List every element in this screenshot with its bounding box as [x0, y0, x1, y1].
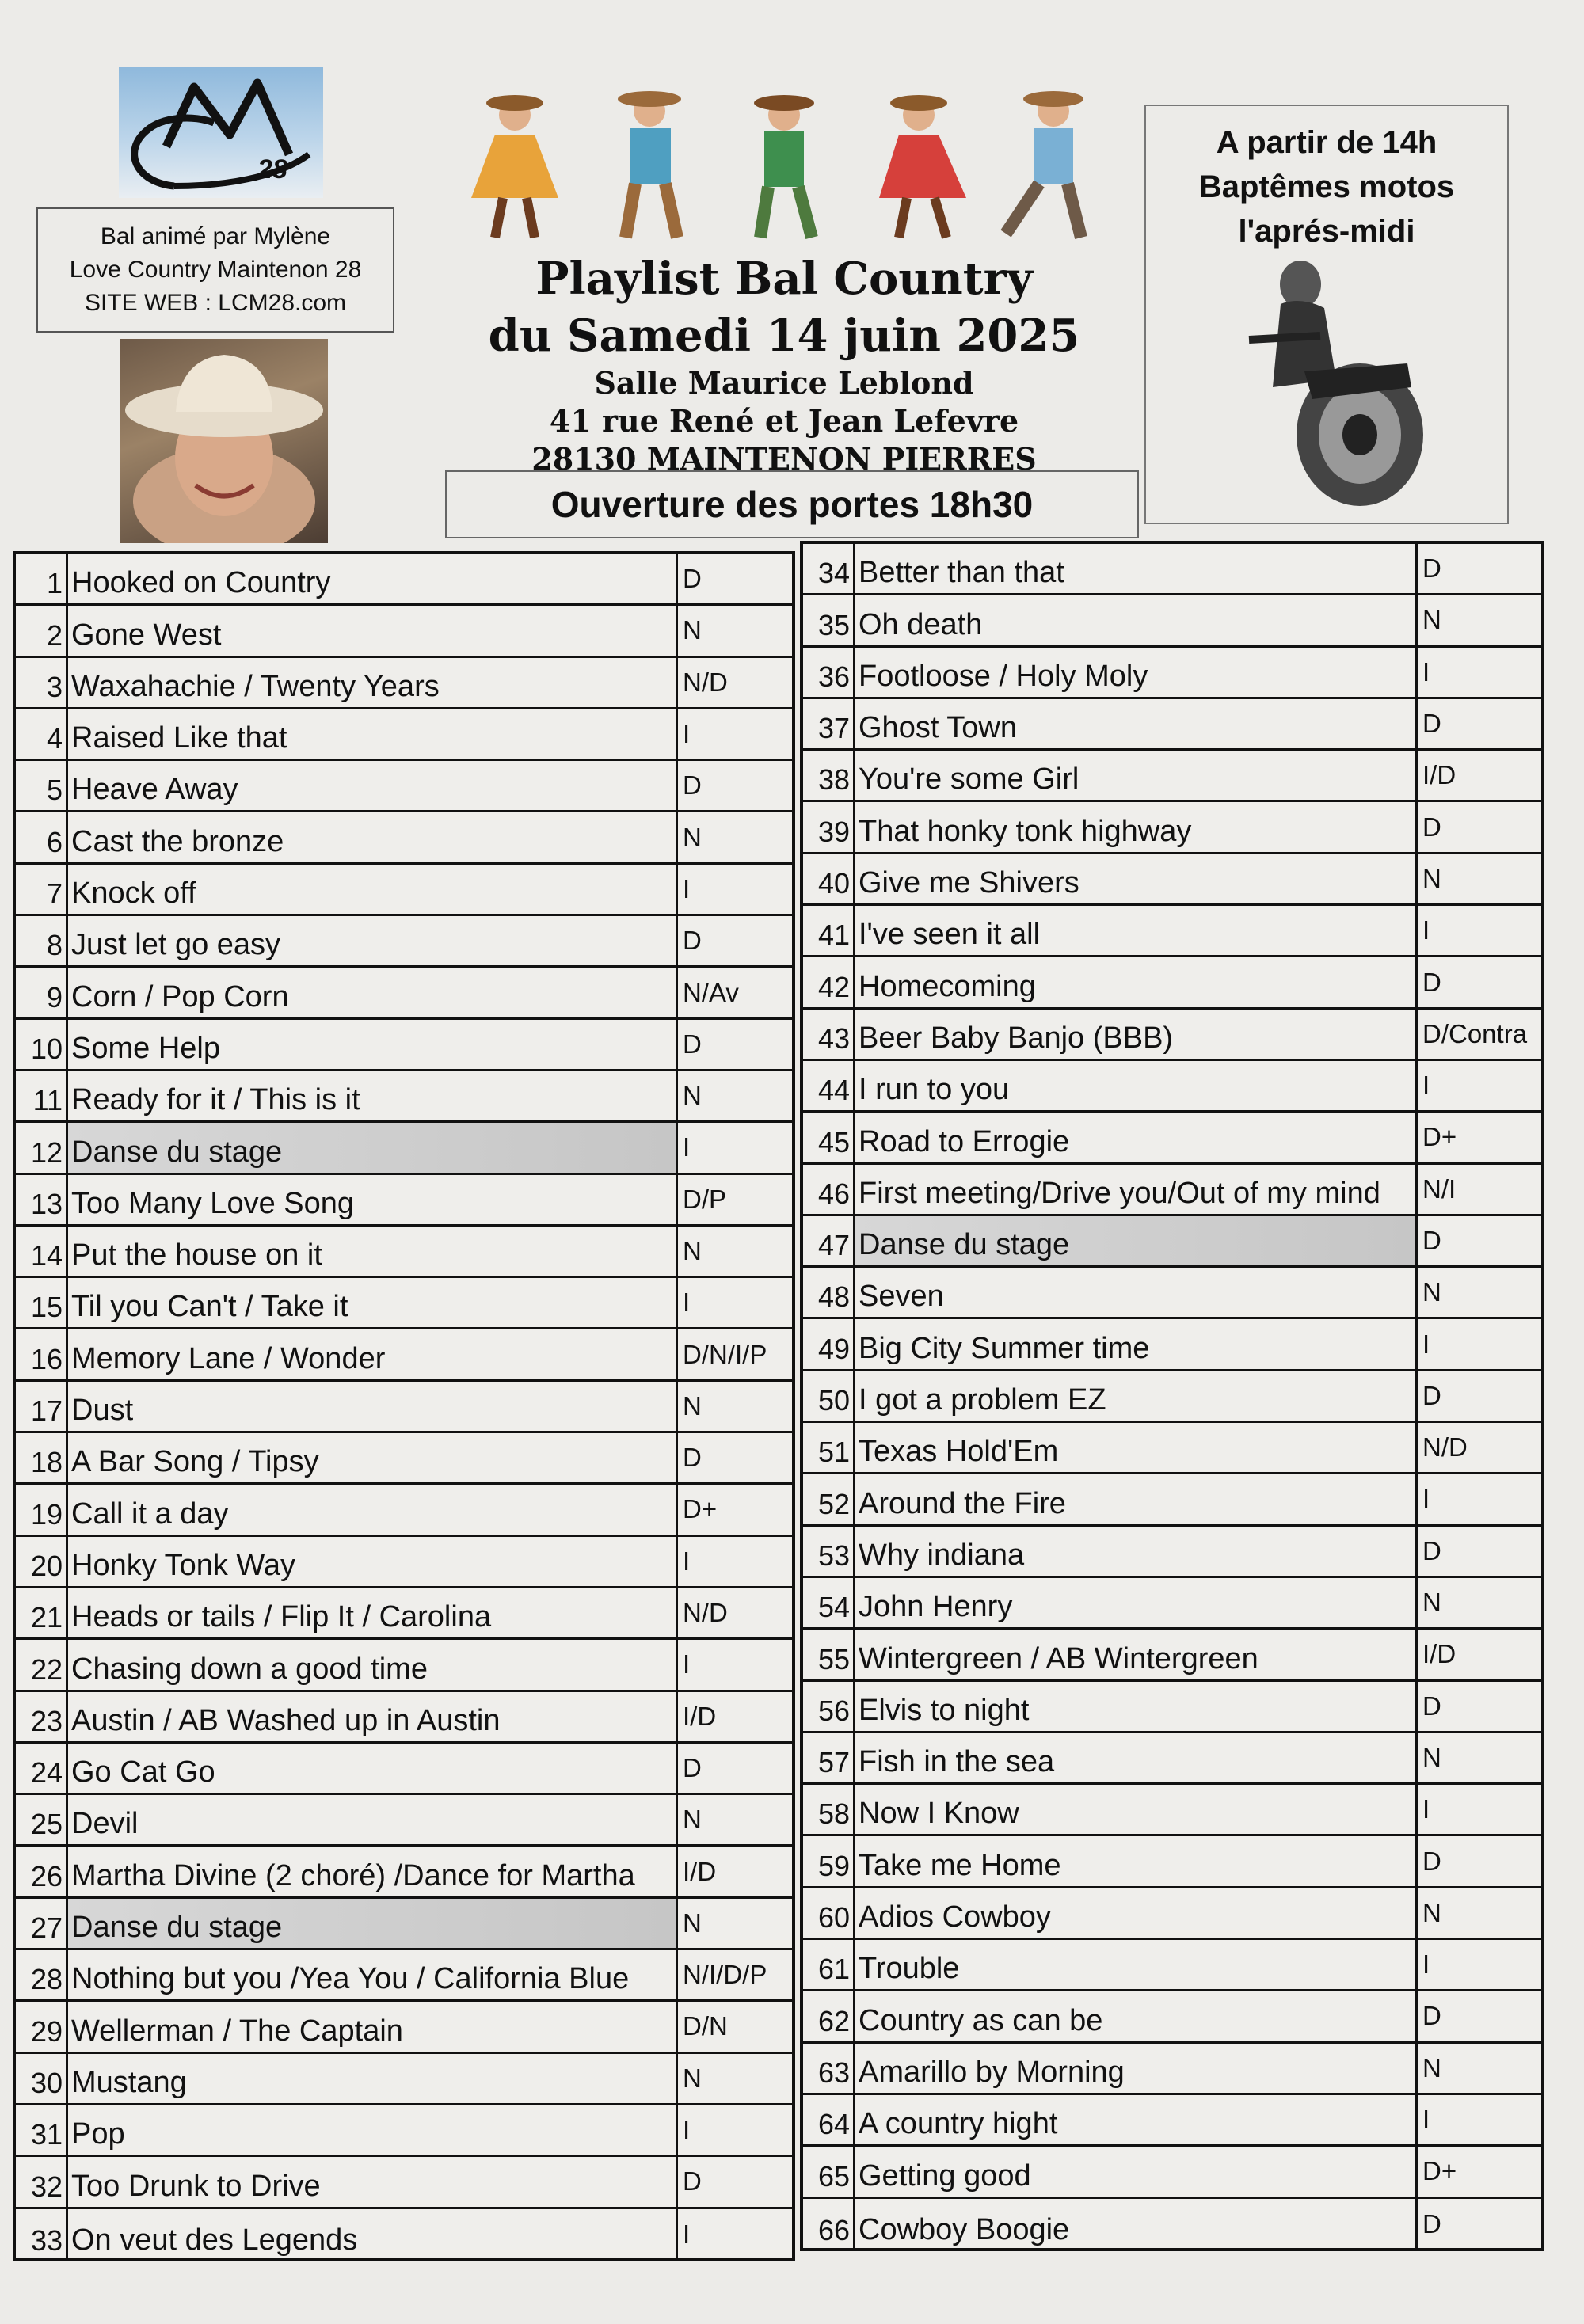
table-row: [16, 1588, 792, 1640]
dance-level: D: [1422, 709, 1441, 739]
table-row: [16, 1123, 792, 1174]
dance-level: N: [1422, 605, 1441, 635]
table-row: [16, 1175, 792, 1227]
song-title: That honky tonk highway: [855, 802, 1418, 851]
song-title: Knock off: [68, 865, 678, 914]
song-title: Elvis to night: [855, 1682, 1418, 1731]
track-number: 32: [16, 2157, 68, 2206]
song-title: Better than that: [855, 544, 1418, 593]
song-title: Getting good: [855, 2147, 1418, 2196]
track-number: 35: [803, 595, 855, 645]
logo-emblem-icon: [119, 67, 323, 198]
song-title: John Henry: [855, 1578, 1418, 1627]
song-title: First meeting/Drive you/Out of my mind: [855, 1165, 1418, 1214]
dance-level: N/D: [683, 667, 728, 697]
table-row: [803, 1165, 1541, 1216]
song-title: Devil: [68, 1795, 678, 1844]
dance-level: N: [683, 1908, 702, 1938]
song-title: Put the house on it: [68, 1227, 678, 1276]
table-row: [16, 1537, 792, 1588]
song-title: Wintergreen / AB Wintergreen: [855, 1630, 1418, 1679]
dance-level: I: [1422, 915, 1430, 945]
dance-level: N: [1422, 2052, 1441, 2082]
table-row: [16, 1329, 792, 1381]
info-line: Love Country Maintenon 28: [69, 257, 362, 283]
logo-number: 28: [257, 154, 287, 184]
dance-level: N: [1422, 863, 1441, 893]
table-row: [803, 1319, 1541, 1371]
track-number: 31: [16, 2105, 68, 2155]
table-row: [16, 1433, 792, 1485]
track-number: 54: [803, 1578, 855, 1627]
dance-level: I: [683, 2219, 691, 2250]
table-row: [803, 1785, 1541, 1836]
dance-level: I: [683, 873, 691, 903]
track-number: 21: [16, 1588, 68, 1637]
song-title: Texas Hold'Em: [855, 1423, 1418, 1472]
track-number: 4: [16, 709, 68, 759]
dance-level: D: [683, 1443, 702, 1473]
song-title: Adios Cowboy: [855, 1888, 1418, 1938]
track-number: 6: [16, 812, 68, 862]
song-title: I run to you: [855, 1061, 1418, 1110]
track-number: 45: [803, 1113, 855, 1162]
song-title: I got a problem EZ: [855, 1371, 1418, 1421]
song-title: On veut des Legends: [68, 2209, 678, 2261]
song-title: Hooked on Country: [68, 554, 678, 603]
table-row: [16, 2054, 792, 2105]
table-row: [16, 1382, 792, 1433]
dance-level: N/D: [1422, 1432, 1468, 1462]
song-title: Memory Lane / Wonder: [68, 1329, 678, 1379]
track-number: 5: [16, 761, 68, 810]
dance-level: D/P: [683, 1184, 727, 1214]
dance-level: I: [683, 1288, 691, 1318]
track-number: 38: [803, 751, 855, 800]
dance-level: D: [1422, 1226, 1441, 1255]
song-title: Big City Summer time: [855, 1319, 1418, 1368]
dance-level: N: [1422, 1742, 1441, 1772]
song-title: Wellerman / The Captain: [68, 2002, 678, 2051]
table-row: [16, 865, 792, 916]
table-row: [803, 544, 1541, 595]
track-number: 18: [16, 1433, 68, 1482]
track-number: 28: [16, 1950, 68, 1999]
dance-level: I: [683, 1132, 691, 1162]
table-row: [803, 1888, 1541, 1940]
track-number: 20: [16, 1537, 68, 1586]
dance-level: I: [683, 2115, 691, 2145]
table-row: [16, 1692, 792, 1744]
table-row: [803, 699, 1541, 751]
table-row: [16, 916, 792, 968]
dance-level: I/D: [1422, 760, 1456, 790]
dancers-illustration: [451, 79, 1117, 245]
table-row: [803, 802, 1541, 854]
dance-level: I: [683, 1649, 691, 1679]
track-number: 36: [803, 648, 855, 697]
dance-level: D: [683, 770, 702, 801]
song-title: Nothing but you /Yea You / California Blue: [68, 1950, 678, 1999]
track-number: 41: [803, 906, 855, 955]
track-number: 62: [803, 1991, 855, 2041]
dance-level: I/D: [1422, 1639, 1456, 1669]
track-number: 26: [16, 1847, 68, 1896]
track-number: 34: [803, 544, 855, 593]
info-line: SITE WEB : LCM28.com: [84, 290, 347, 316]
track-number: 40: [803, 854, 855, 903]
song-title: Heave Away: [68, 761, 678, 810]
song-title: Now I Know: [855, 1785, 1418, 1834]
track-number: 50: [803, 1371, 855, 1421]
track-number: 65: [803, 2147, 855, 2196]
track-number: 46: [803, 1165, 855, 1214]
track-number: 7: [16, 865, 68, 914]
table-row: [16, 1227, 792, 1278]
table-row: [16, 2002, 792, 2053]
track-number: 39: [803, 802, 855, 851]
table-row: [803, 1010, 1541, 1061]
table-row: [803, 1527, 1541, 1578]
table-row: [16, 1795, 792, 1847]
track-number: 11: [16, 1071, 68, 1120]
song-title: Too Drunk to Drive: [68, 2157, 678, 2206]
table-row: [803, 751, 1541, 802]
dance-level: N: [683, 1081, 702, 1111]
song-title: A country hight: [855, 2095, 1418, 2144]
dance-level: D: [683, 926, 702, 956]
dance-level: N: [1422, 1277, 1441, 1307]
song-title: Oh death: [855, 595, 1418, 645]
lcm28-logo: [119, 67, 323, 198]
dance-level: N/D: [683, 1598, 728, 1628]
song-title: Danse du stage: [68, 1899, 678, 1948]
track-number: 64: [803, 2095, 855, 2144]
table-row: [803, 2044, 1541, 2095]
dance-level: D: [1422, 812, 1441, 842]
track-number: 12: [16, 1123, 68, 1172]
table-row: [16, 2157, 792, 2208]
track-number: 56: [803, 1682, 855, 1731]
venue-city: 28130 MAINTENON PIERRES: [531, 441, 1037, 477]
table-row: [16, 812, 792, 864]
table-row: [16, 606, 792, 657]
host-photo: [120, 339, 328, 543]
song-title: Raised Like that: [68, 709, 678, 759]
table-row: [803, 1578, 1541, 1630]
table-row: [16, 554, 792, 606]
song-title: Gone West: [68, 606, 678, 655]
track-number: 58: [803, 1785, 855, 1834]
dance-level: I: [1422, 1071, 1430, 1101]
track-number: 25: [16, 1795, 68, 1844]
track-number: 37: [803, 699, 855, 748]
song-title: Fish in the sea: [855, 1733, 1418, 1782]
table-row: [16, 2209, 792, 2261]
table-row: [16, 1071, 792, 1123]
track-number: 29: [16, 2002, 68, 2051]
song-title: Call it a day: [68, 1485, 678, 1534]
table-row: [803, 1991, 1541, 2043]
dance-level: I/D: [683, 1856, 717, 1886]
table-row: [803, 1940, 1541, 1991]
table-row: [16, 1899, 792, 1950]
song-title: Waxahachie / Twenty Years: [68, 658, 678, 707]
dance-level: D/N: [683, 2011, 728, 2041]
track-number: 48: [803, 1268, 855, 1317]
playlist-table-right: [800, 541, 1544, 2251]
track-number: 17: [16, 1382, 68, 1431]
track-number: 23: [16, 1692, 68, 1741]
table-row: [803, 957, 1541, 1009]
table-row: [803, 2147, 1541, 2198]
venue-name: Salle Maurice Leblond: [594, 365, 974, 401]
table-row: [16, 1485, 792, 1536]
dance-level: N: [683, 822, 702, 852]
song-title: Road to Errogie: [855, 1113, 1418, 1162]
track-number: 16: [16, 1329, 68, 1379]
song-title: Too Many Love Song: [68, 1175, 678, 1224]
track-number: 60: [803, 1888, 855, 1938]
table-row: [803, 1682, 1541, 1733]
table-row: [803, 595, 1541, 647]
dance-level: N: [683, 1390, 702, 1421]
dance-level: D+: [1422, 2156, 1457, 2186]
track-number: 27: [16, 1899, 68, 1948]
track-number: 53: [803, 1527, 855, 1576]
moto-promo-box: [1144, 105, 1509, 524]
song-title: Some Help: [68, 1020, 678, 1069]
song-title: Martha Divine (2 choré) /Dance for Martha: [68, 1847, 678, 1896]
track-number: 44: [803, 1061, 855, 1110]
song-title: You're some Girl: [855, 751, 1418, 800]
table-row: [16, 1640, 792, 1691]
dance-level: D: [1422, 553, 1441, 584]
track-number: 63: [803, 2044, 855, 2093]
track-number: 49: [803, 1319, 855, 1368]
organizer-info-box: [36, 207, 394, 333]
song-title: Take me Home: [855, 1836, 1418, 1885]
song-title: Mustang: [68, 2054, 678, 2103]
dance-level: I: [1422, 1484, 1430, 1514]
song-title: Amarillo by Morning: [855, 2044, 1418, 2093]
song-title: Go Cat Go: [68, 1744, 678, 1793]
table-row: [803, 1113, 1541, 1164]
dance-level: I: [1422, 2105, 1430, 2135]
table-row: [803, 1371, 1541, 1423]
event-date: du Samedi 14 juin 2025: [488, 310, 1080, 362]
track-number: 22: [16, 1640, 68, 1689]
track-number: 55: [803, 1630, 855, 1679]
dance-level: N: [1422, 1897, 1441, 1927]
table-row: [803, 1836, 1541, 1888]
song-title: Why indiana: [855, 1527, 1418, 1576]
track-number: 43: [803, 1010, 855, 1059]
song-title: Just let go easy: [68, 916, 678, 965]
track-number: 15: [16, 1278, 68, 1327]
dance-level: D: [1422, 1535, 1441, 1565]
track-number: 13: [16, 1175, 68, 1224]
info-line: Bal animé par Mylène: [100, 223, 331, 249]
table-row: [16, 658, 792, 709]
table-row: [16, 2105, 792, 2157]
dance-level: D: [1422, 1691, 1441, 1721]
song-title: I've seen it all: [855, 906, 1418, 955]
track-number: 10: [16, 1020, 68, 1069]
track-number: 61: [803, 1940, 855, 1989]
track-number: 9: [16, 968, 68, 1017]
table-row: [16, 1278, 792, 1329]
table-row: [803, 854, 1541, 906]
song-title: Austin / AB Washed up in Austin: [68, 1692, 678, 1741]
dance-level: D: [1422, 967, 1441, 997]
dance-level: I: [1422, 1794, 1430, 1824]
track-number: 42: [803, 957, 855, 1006]
track-number: 2: [16, 606, 68, 655]
dance-level: D: [683, 2166, 702, 2197]
track-number: 52: [803, 1474, 855, 1523]
dance-level: D/Contra: [1422, 1018, 1528, 1048]
track-number: 33: [16, 2209, 68, 2261]
song-title: Country as can be: [855, 1991, 1418, 2041]
table-row: [803, 906, 1541, 957]
dance-level: D: [683, 1752, 702, 1782]
track-number: 47: [803, 1216, 855, 1265]
song-title: Ready for it / This is it: [68, 1071, 678, 1120]
dance-level: N/Av: [683, 977, 739, 1007]
song-title: Honky Tonk Way: [68, 1537, 678, 1586]
dance-level: I/D: [683, 1701, 717, 1731]
dance-level: N/I: [1422, 1173, 1456, 1204]
table-row: [803, 2199, 1541, 2250]
dance-level: D: [1422, 2001, 1441, 2031]
track-number: 24: [16, 1744, 68, 1793]
song-title: Til you Can't / Take it: [68, 1278, 678, 1327]
track-number: 3: [16, 658, 68, 707]
table-row: [16, 1744, 792, 1795]
song-title: Pop: [68, 2105, 678, 2155]
dance-level: D: [1422, 1846, 1441, 1876]
song-title: Heads or tails / Flip It / Carolina: [68, 1588, 678, 1637]
dance-level: N/I/D/P: [683, 1960, 767, 1990]
dance-level: D+: [1422, 1122, 1457, 1152]
dance-level: N: [1422, 1588, 1441, 1618]
song-title: Give me Shivers: [855, 854, 1418, 903]
dance-level: D+: [683, 1494, 718, 1524]
table-row: [16, 1950, 792, 2002]
song-title: Trouble: [855, 1940, 1418, 1989]
opening-time: Ouverture des portes 18h30: [550, 484, 1034, 525]
track-number: 66: [803, 2199, 855, 2250]
track-number: 30: [16, 2054, 68, 2103]
table-row: [16, 968, 792, 1019]
dance-level: I: [683, 719, 691, 749]
promo-line: A partir de 14h: [1216, 125, 1437, 160]
promo-line: Baptêmes motos: [1198, 169, 1455, 204]
song-title: Cowboy Boogie: [855, 2199, 1418, 2250]
song-title: Ghost Town: [855, 699, 1418, 748]
table-row: [803, 1061, 1541, 1113]
song-title: Homecoming: [855, 957, 1418, 1006]
track-number: 19: [16, 1485, 68, 1534]
dance-level: N: [683, 615, 702, 645]
dance-level: I: [1422, 656, 1430, 687]
song-title: A Bar Song / Tipsy: [68, 1433, 678, 1482]
table-row: [803, 648, 1541, 699]
song-title: Dust: [68, 1382, 678, 1431]
dance-level: D: [683, 1029, 702, 1059]
table-row: [803, 1423, 1541, 1474]
dance-level: D: [683, 564, 702, 594]
song-title: Seven: [855, 1268, 1418, 1317]
dancer-icon: [471, 95, 558, 238]
song-title: Beer Baby Banjo (BBB): [855, 1010, 1418, 1059]
track-number: 8: [16, 916, 68, 965]
dance-level: D: [1422, 1380, 1441, 1410]
dance-level: I: [1422, 1329, 1430, 1359]
track-number: 51: [803, 1423, 855, 1472]
opening-time-box: [445, 470, 1139, 538]
venue-street: 41 rue René et Jean Lefevre: [549, 403, 1019, 439]
song-title: Around the Fire: [855, 1474, 1418, 1523]
song-title: Footloose / Holy Moly: [855, 648, 1418, 697]
playlist-table-left: [13, 551, 795, 2261]
event-title: Playlist Bal Country: [535, 253, 1033, 305]
track-number: 14: [16, 1227, 68, 1276]
motorcycle-rider-icon: [1225, 253, 1431, 514]
table-row: [16, 1020, 792, 1071]
song-title: Corn / Pop Corn: [68, 968, 678, 1017]
dance-level: N: [683, 1236, 702, 1265]
table-row: [803, 1474, 1541, 1526]
song-title: Danse du stage: [68, 1123, 678, 1172]
track-number: 1: [16, 554, 68, 603]
track-number: 57: [803, 1733, 855, 1782]
table-row: [803, 1630, 1541, 1681]
song-title: Danse du stage: [855, 1216, 1418, 1265]
event-title-block: [444, 250, 1125, 478]
dance-level: D/N/I/P: [683, 1339, 767, 1369]
table-row: [803, 2095, 1541, 2147]
dance-level: N: [683, 1805, 702, 1835]
table-row: [16, 761, 792, 812]
table-row: [803, 1216, 1541, 1268]
table-row: [803, 1733, 1541, 1785]
song-title: Chasing down a good time: [68, 1640, 678, 1689]
dance-level: N: [683, 2063, 702, 2093]
song-title: Cast the bronze: [68, 812, 678, 862]
table-row: [16, 1847, 792, 1898]
dance-level: I: [683, 1546, 691, 1576]
track-number: 59: [803, 1836, 855, 1885]
dance-level: D: [1422, 2209, 1441, 2239]
dance-level: I: [1422, 1949, 1430, 1980]
promo-line: l'aprés-midi: [1238, 214, 1415, 249]
table-row: [16, 709, 792, 761]
table-row: [803, 1268, 1541, 1319]
